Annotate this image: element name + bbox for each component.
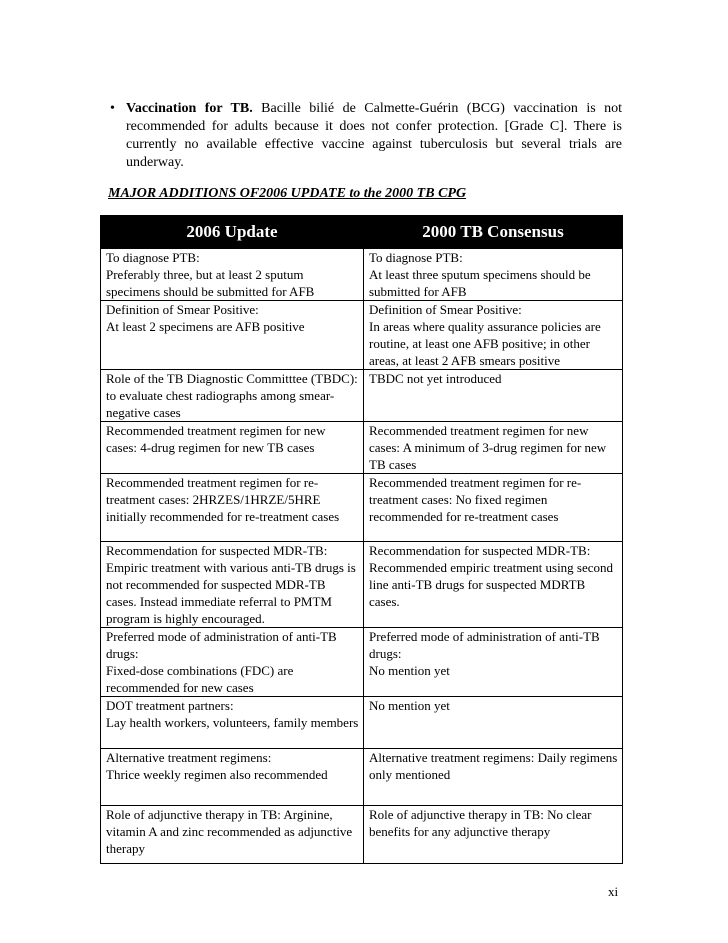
table-row [101,249,623,301]
cell-2006-update: Recommended treatment regimen for re-treatment cases: 2HRZES/1HRZE/5HRE initially recommended for re-treatment cases [101,474,364,542]
table-row [101,301,623,370]
cell-2006-update: Alternative treatment regimens: Thrice weekly regimen also recommended [101,749,364,806]
header-2006-update: 2006 Update [101,216,364,249]
cell-2000-consensus: Recommended treatment regimen for re-treatment cases: No fixed regimen recommended for re-treatment cases [364,474,623,542]
bullet-body: Bacille bilié de Calmette-Guérin (BCG) vaccination is not recommended for adults because it does not confer protection. [Grade C]. There is currently no available effective vaccine against tuberculosis but several trials are underway. [126,101,623,170]
cell-2000-consensus: Recommended treatment regimen for new cases: A minimum of 3-drug regimen for new TB cases [364,422,623,474]
table-row [101,474,623,542]
page-number: xi [608,884,619,899]
cell-2006-update: DOT treatment partners: Lay health workers, volunteers, family members [101,697,364,749]
table-header-row [101,216,623,249]
cell-2000-consensus: No mention yet [364,697,623,749]
cell-2000-consensus: Definition of Smear Positive: In areas where quality assurance policies are routine, at least one AFB positive; in other areas, at least 2 AFB smears positive [364,301,623,370]
table-row [101,628,623,697]
table-row [101,422,623,474]
cell-2000-consensus: Role of adjunctive therapy in TB: No clear benefits for any adjunctive therapy [364,806,623,864]
header-2000-consensus: 2000 TB Consensus [364,216,623,249]
cell-2000-consensus: TBDC not yet introduced [364,370,623,422]
cell-2006-update: Preferred mode of administration of anti-TB drugs: Fixed-dose combinations (FDC) are recommended for new cases [101,628,364,697]
cell-2006-update: Role of adjunctive therapy in TB: Arginine, vitamin A and zinc recommended as adjunctive therapy [101,806,364,864]
bullet-marker: • [110,101,115,116]
bullet-lead: Vaccination for TB. [126,101,253,116]
cell-2000-consensus: Alternative treatment regimens: Daily regimens only mentioned [364,749,623,806]
table-row [101,749,623,806]
table-row [101,697,623,749]
table-row [101,542,623,628]
cell-2000-consensus: To diagnose PTB: At least three sputum specimens should be submitted for AFB [364,249,623,301]
cell-2006-update: Definition of Smear Positive: At least 2 specimens are AFB positive [101,301,364,370]
cell-2006-update: To diagnose PTB: Preferably three, but at least 2 sputum specimens should be submitted for AFB [101,249,364,301]
cell-2000-consensus: Preferred mode of administration of anti-TB drugs: No mention yet [364,628,623,697]
cell-2006-update: Role of the TB Diagnostic Committtee (TBDC): to evaluate chest radiographs among smear-negative cases [101,370,364,422]
vaccination-bullet [110,100,623,172]
comparison-table [100,215,623,864]
table-row [101,370,623,422]
cell-2006-update: Recommended treatment regimen for new cases: 4-drug regimen for new TB cases [101,422,364,474]
bullet-paragraph [126,100,622,172]
cell-2006-update: Recommendation for suspected MDR-TB: Empiric treatment with various anti-TB drugs is not recommended for suspected MDR-TB cases. Instead immediate referral to PMTM program is highly encouraged. [101,542,364,628]
cell-2000-consensus: Recommendation for suspected MDR-TB: Recommended empiric treatment using second line anti-TB drugs for suspected MDRTB cases. [364,542,623,628]
section-heading: MAJOR ADDITIONS OF2006 UPDATE to the 2000 TB CPG [108,186,467,201]
table-row [101,806,623,864]
